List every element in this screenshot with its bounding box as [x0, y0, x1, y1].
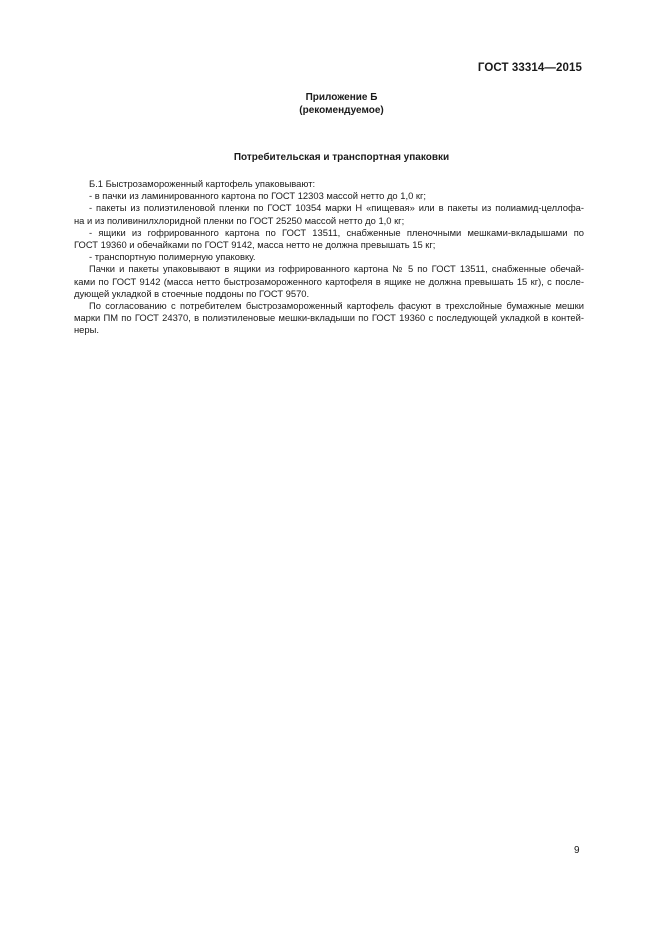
appendix-heading: [0, 91, 661, 117]
paragraph-line: Пачки и пакеты упаковывают в ящики из гофрированного картона № 5 по ГОСТ 13511, снабженные обечай-: [89, 263, 584, 275]
appendix-subtitle: (рекомендуемое): [299, 105, 384, 116]
paragraph-continuation: марки ПМ по ГОСТ 24370, в полиэтиленовые мешки-вкладыши по ГОСТ 19360 с последующей укладкой в контей-: [74, 312, 584, 324]
list-item-line: - в пачки из ламинированного картона по ГОСТ 12303 массой нетто до 1,0 кг;: [89, 190, 427, 202]
paragraph-line: По согласованию с потребителем быстрозамороженный картофель фасуют в трехслойные бумажные мешки: [89, 299, 584, 311]
paragraph-continuation: дующей укладкой в стоечные поддоны по ГОСТ 9570.: [74, 287, 310, 299]
page-number: 9: [574, 845, 580, 856]
section-title: Потребительская и транспортная упаковки: [233, 152, 450, 163]
list-item-continuation: ГОСТ 19360 и обечайками по ГОСТ 9142, масса нетто не должна превышать 15 кг;: [74, 238, 436, 250]
document-code: ГОСТ 33314—2015: [477, 62, 582, 74]
paragraph-continuation: неры.: [74, 324, 99, 336]
appendix-title: Приложение Б: [305, 92, 378, 103]
paragraph-line: Б.1 Быстрозамороженный картофель упаковывают:: [89, 178, 316, 189]
list-item-continuation: на и из поливинилхлоридной пленки по ГОСТ 25250 массой нетто до 1,0 кг;: [74, 214, 405, 226]
list-item-line: - пакеты из полиэтиленовой пленки по ГОСТ 10354 марки Н «пищевая» или в пакеты из полиамид-целлофа-: [89, 202, 584, 214]
list-item-line: - ящики из гофрированного картона по ГОСТ 13511, снабженные пленочными мешками-вкладышами по: [89, 226, 584, 238]
body-text: [74, 178, 584, 336]
paragraph-continuation: ками по ГОСТ 9142 (масса нетто быстрозамороженного картофеля в ящике не должна превышать 15 кг), с после-: [74, 275, 584, 287]
list-item-line: - транспортную полимерную упаковку.: [89, 251, 256, 263]
